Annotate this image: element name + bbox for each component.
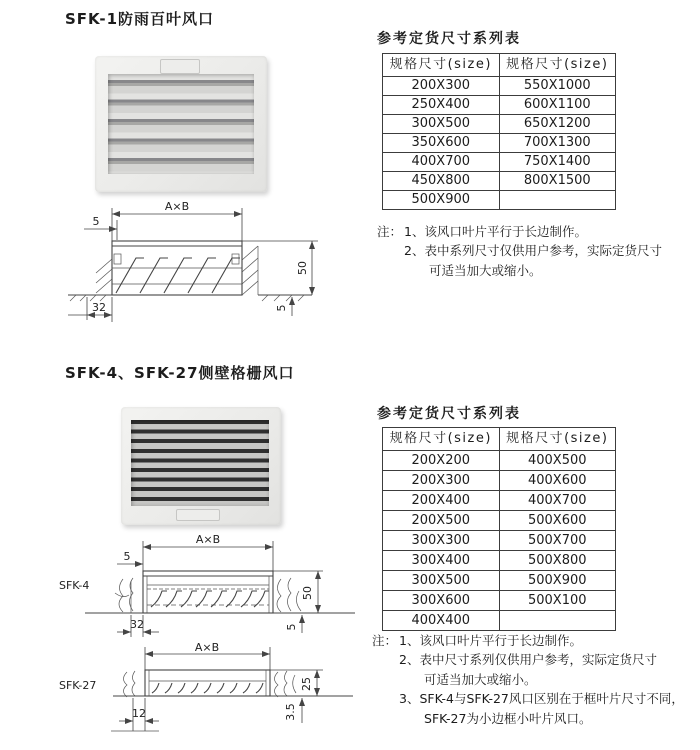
note-line: 2、表中尺寸系列仅供用户参考，实际定货尺寸 bbox=[399, 652, 657, 668]
size-col-header: 规格尺寸(size) bbox=[499, 54, 616, 77]
sfk4-label: SFK-4 bbox=[59, 579, 90, 592]
size-cell: 500X900 bbox=[383, 191, 500, 210]
dim-32: 32 bbox=[130, 618, 144, 631]
size-cell: 650X1200 bbox=[499, 115, 616, 134]
dim-12: 12 bbox=[132, 707, 146, 720]
size-cell: 200X500 bbox=[383, 511, 500, 531]
table-row bbox=[383, 471, 616, 491]
dim-ab: A×B bbox=[195, 533, 221, 546]
table-row bbox=[383, 551, 616, 571]
table-row bbox=[383, 611, 616, 631]
grille-slats bbox=[131, 420, 269, 506]
note-line: 1、该风口叶片平行于长边制作。 bbox=[399, 633, 582, 648]
dim-50: 50 bbox=[296, 261, 309, 275]
note-line: 可适当加大或缩小。 bbox=[424, 671, 537, 687]
table-header-row bbox=[383, 54, 616, 77]
size-col-header: 规格尺寸(size) bbox=[499, 428, 616, 451]
size-cell: 500X100 bbox=[499, 591, 616, 611]
size-cell: 700X1300 bbox=[499, 134, 616, 153]
size-cell: 550X1000 bbox=[499, 77, 616, 96]
notes-sfk1 bbox=[377, 222, 662, 280]
louver-label-plate bbox=[160, 59, 200, 74]
table-row bbox=[383, 115, 616, 134]
notes-label: 注： bbox=[377, 224, 403, 239]
size-cell: 200X400 bbox=[383, 491, 500, 511]
table-header-row bbox=[383, 428, 616, 451]
table-row bbox=[383, 591, 616, 611]
notes-label: 注： bbox=[372, 633, 398, 648]
size-cell bbox=[499, 191, 616, 210]
size-cell bbox=[499, 611, 616, 631]
grille-label-plate bbox=[176, 509, 220, 521]
note-line: SFK-27为小边框小叶片风口。 bbox=[424, 710, 592, 726]
size-cell: 400X600 bbox=[499, 471, 616, 491]
size-table-sfk4-27 bbox=[382, 427, 616, 631]
table-row bbox=[383, 134, 616, 153]
table-row bbox=[383, 96, 616, 115]
table-row bbox=[383, 491, 616, 511]
note-line: 2、表中系列尺寸仅供用户参考，实际定货尺寸 bbox=[404, 243, 662, 259]
size-cell: 200X300 bbox=[383, 77, 500, 96]
dim-5-bottom: 5 bbox=[275, 304, 288, 312]
dim-ab: A×B bbox=[194, 641, 220, 654]
table-row bbox=[383, 77, 616, 96]
size-table-sfk1 bbox=[382, 53, 616, 210]
dim-5-top: 5 bbox=[92, 215, 100, 228]
note-line: 可适当加大或缩小。 bbox=[429, 262, 542, 278]
size-cell: 500X800 bbox=[499, 551, 616, 571]
size-col-header: 规格尺寸(size) bbox=[383, 428, 500, 451]
size-cell: 350X600 bbox=[383, 134, 500, 153]
dim-32: 32 bbox=[92, 301, 106, 314]
size-cell: 300X500 bbox=[383, 115, 500, 134]
size-cell: 300X600 bbox=[383, 591, 500, 611]
table-row bbox=[383, 172, 616, 191]
note-line: 3、SFK-4与SFK-27风口区别在于框叶片尺寸不同， bbox=[399, 691, 684, 707]
size-cell: 500X900 bbox=[499, 571, 616, 591]
size-cell: 750X1400 bbox=[499, 153, 616, 172]
sfk4-grille-photo bbox=[121, 407, 281, 525]
size-cell: 250X400 bbox=[383, 96, 500, 115]
size-cell: 500X600 bbox=[499, 511, 616, 531]
size-cell: 400X400 bbox=[383, 611, 500, 631]
dim-ab: A×B bbox=[164, 200, 190, 213]
size-cell: 200X200 bbox=[383, 451, 500, 471]
table-row bbox=[383, 511, 616, 531]
section2-title: SFK-4、SFK-27侧壁格栅风口 bbox=[65, 364, 295, 382]
table2-title: 参考定货尺寸系列表 bbox=[377, 406, 521, 422]
dim-25: 25 bbox=[300, 677, 313, 691]
size-cell: 400X500 bbox=[499, 451, 616, 471]
size-cell: 800X1500 bbox=[499, 172, 616, 191]
size-cell: 500X700 bbox=[499, 531, 616, 551]
dim-35: 3.5 bbox=[284, 703, 297, 721]
table-row bbox=[383, 571, 616, 591]
size-cell: 450X800 bbox=[383, 172, 500, 191]
size-cell: 300X300 bbox=[383, 531, 500, 551]
table-row bbox=[383, 153, 616, 172]
size-cell: 300X500 bbox=[383, 571, 500, 591]
size-col-header: 规格尺寸(size) bbox=[383, 54, 500, 77]
size-cell: 400X700 bbox=[383, 153, 500, 172]
table1-title: 参考定货尺寸系列表 bbox=[377, 31, 521, 47]
louver-slats bbox=[108, 74, 254, 174]
table-row bbox=[383, 451, 616, 471]
sfk1-louver-photo bbox=[95, 56, 267, 192]
dim-50: 50 bbox=[301, 586, 314, 600]
section1-title: SFK-1防雨百叶风口 bbox=[65, 10, 215, 28]
note-line: 1、该风口叶片平行于长边制作。 bbox=[404, 224, 587, 239]
sfk1-section-drawing bbox=[60, 198, 360, 330]
size-cell: 600X1100 bbox=[499, 96, 616, 115]
table-row bbox=[383, 531, 616, 551]
sfk4-section-drawing bbox=[55, 533, 367, 641]
sfk27-section-drawing bbox=[55, 643, 367, 743]
table-row bbox=[383, 191, 616, 210]
size-cell: 300X400 bbox=[383, 551, 500, 571]
size-cell: 200X300 bbox=[383, 471, 500, 491]
dim-5b: 5 bbox=[285, 623, 298, 631]
size-cell: 400X700 bbox=[499, 491, 616, 511]
dim-5: 5 bbox=[123, 550, 131, 563]
sfk27-label: SFK-27 bbox=[59, 679, 97, 692]
notes-sfk4-27 bbox=[372, 631, 684, 728]
